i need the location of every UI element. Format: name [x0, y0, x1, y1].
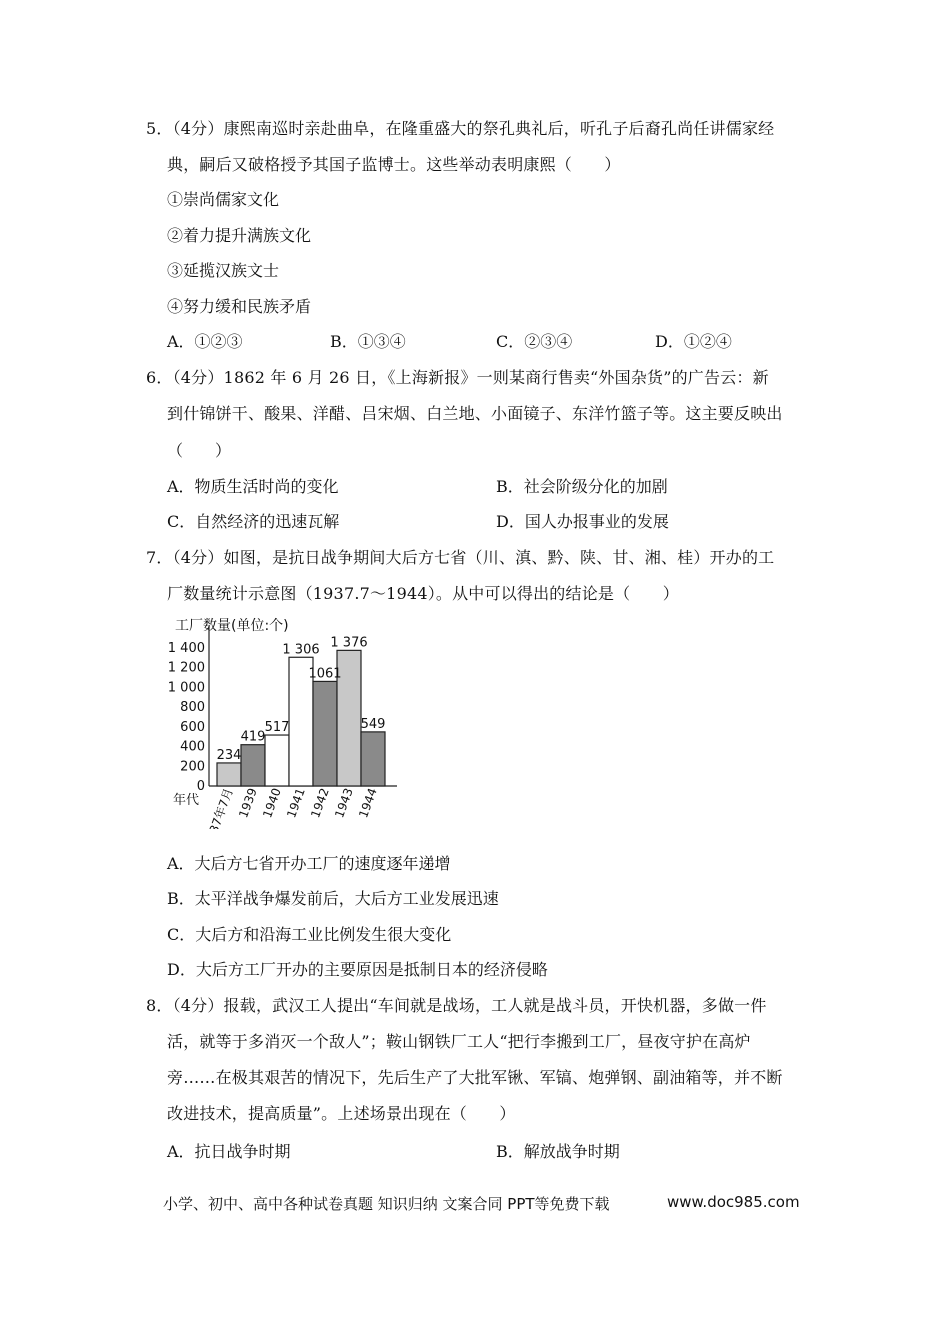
q6-option-b[interactable]: B．社会阶级分化的加剧	[496, 477, 668, 496]
q5-line1: 5．（4分）康熙南巡时亲赴曲阜，在隆重盛大的祭孔典礼后，听孔子后裔孔尚任讲儒家经	[146, 119, 775, 138]
factory-count-chart-svg	[165, 614, 415, 829]
bar-value-label: 549	[360, 716, 386, 732]
x-tick-label: 1939	[236, 786, 260, 820]
bar-value-label: 1 306	[282, 642, 320, 658]
y-tick-label: 400	[180, 739, 205, 755]
x-tick-label: 1940	[260, 786, 284, 820]
q5-item-4: ④努力缓和民族矛盾	[167, 297, 312, 316]
q5-item-3: ③延揽汉族文士	[167, 261, 280, 280]
q7-line1: 7．（4分）如图，是抗日战争期间大后方七省（川、滇、黔、陕、甘、湘、桂）开办的工	[146, 548, 775, 567]
q5-option-b[interactable]: B．①③④	[330, 332, 406, 351]
bar-value-label: 1061	[308, 666, 342, 682]
q7-option-d[interactable]: D．大后方工厂开办的主要原因是抵制日本的经济侵略	[167, 960, 548, 979]
q8-line4: 改进技术，提高质量”。上述场景出现在（ ）	[167, 1104, 516, 1123]
q6-option-c[interactable]: C．自然经济的迅速瓦解	[167, 512, 340, 531]
q8-line3: 旁……在极其艰苦的情况下，先后生产了大批军锹、军镐、炮弹钢、副油箱等，并不断	[167, 1068, 783, 1087]
bar-value-label: 517	[264, 720, 290, 736]
bar-1942	[313, 681, 337, 786]
q6-option-a[interactable]: A．物质生活时尚的变化	[167, 477, 339, 496]
y-tick-label: 0	[196, 779, 205, 794]
bar-1944	[361, 732, 385, 786]
q5-option-a[interactable]: A．①②③	[167, 332, 243, 351]
bar-value-label: 234	[216, 747, 242, 763]
q6-line3: （ ）	[167, 441, 232, 460]
q7-option-b[interactable]: B．太平洋战争爆发前后，大后方工业发展迅速	[167, 889, 499, 908]
q8-option-b[interactable]: B．解放战争时期	[496, 1142, 620, 1161]
factory-count-chart	[165, 614, 415, 833]
q7-option-c[interactable]: C．大后方和沿海工业比例发生很大变化	[167, 925, 452, 944]
bar-1939	[241, 745, 265, 786]
x-tick-label: 1944	[356, 786, 380, 820]
q6-option-d[interactable]: D．国人办报事业的发展	[496, 512, 669, 531]
q6-line1: 6．（4分）1862 年 6 月 26 日，《上海新报》一则某商行售卖“外国杂货”的广告云：新	[146, 368, 769, 387]
footer-text: 小学、初中、高中各种试卷真题 知识归纳 文案合同 PPT等免费下载	[163, 1195, 610, 1213]
q8-option-a[interactable]: A．抗日战争时期	[167, 1142, 291, 1161]
q5-option-c[interactable]: C．②③④	[496, 332, 573, 351]
q5-item-1: ①崇尚儒家文化	[167, 190, 280, 209]
q6-line2: 到什锦饼干、酸果、洋醋、吕宋烟、白兰地、小面镜子、东洋竹篮子等。这主要反映出	[167, 404, 783, 423]
q5-line2: 典，嗣后又破格授予其国子监博士。这些举动表明康熙（ ）	[167, 155, 621, 174]
x-axis-label: 年代	[173, 793, 200, 808]
x-tick-label: 1943	[332, 786, 356, 820]
footer-site-link[interactable]: www.doc985.com	[667, 1193, 800, 1211]
q5-option-d[interactable]: D．①②④	[655, 332, 732, 351]
y-tick-label: 600	[180, 719, 205, 735]
bar-1937年7月	[217, 763, 241, 786]
q8-line1: 8．（4分）报载，武汉工人提出“车间就是战场，工人就是战斗员，开快机器，多做一件	[146, 996, 767, 1015]
y-tick-label: 1 000	[167, 680, 205, 696]
footer	[163, 1193, 800, 1214]
y-tick-label: 1 400	[167, 641, 205, 656]
x-tick-label: 1942	[308, 786, 332, 820]
bar-value-label: 419	[240, 729, 266, 745]
y-tick-label: 200	[180, 759, 205, 775]
x-tick-label: 1941	[284, 786, 308, 820]
q7-line2: 厂数量统计示意图（1937.7～1944）。从中可以得出的结论是（ ）	[167, 584, 679, 603]
q8-line2: 活，就等于多消灭一个敌人”；鞍山钢铁厂工人“把行李搬到工厂，昼夜守护在高炉	[167, 1032, 751, 1051]
y-tick-label: 1 200	[167, 660, 205, 676]
bar-1940	[265, 735, 289, 786]
chart-title: 工厂数量(单位:个)	[175, 618, 289, 634]
q5-item-2: ②着力提升满族文化	[167, 226, 312, 245]
bar-value-label: 1 376	[330, 635, 368, 651]
y-tick-label: 800	[180, 700, 205, 716]
x-tick-label: 1937年7月	[201, 786, 236, 829]
q7-option-a[interactable]: A．大后方七省开办工厂的速度逐年递增	[167, 854, 451, 873]
